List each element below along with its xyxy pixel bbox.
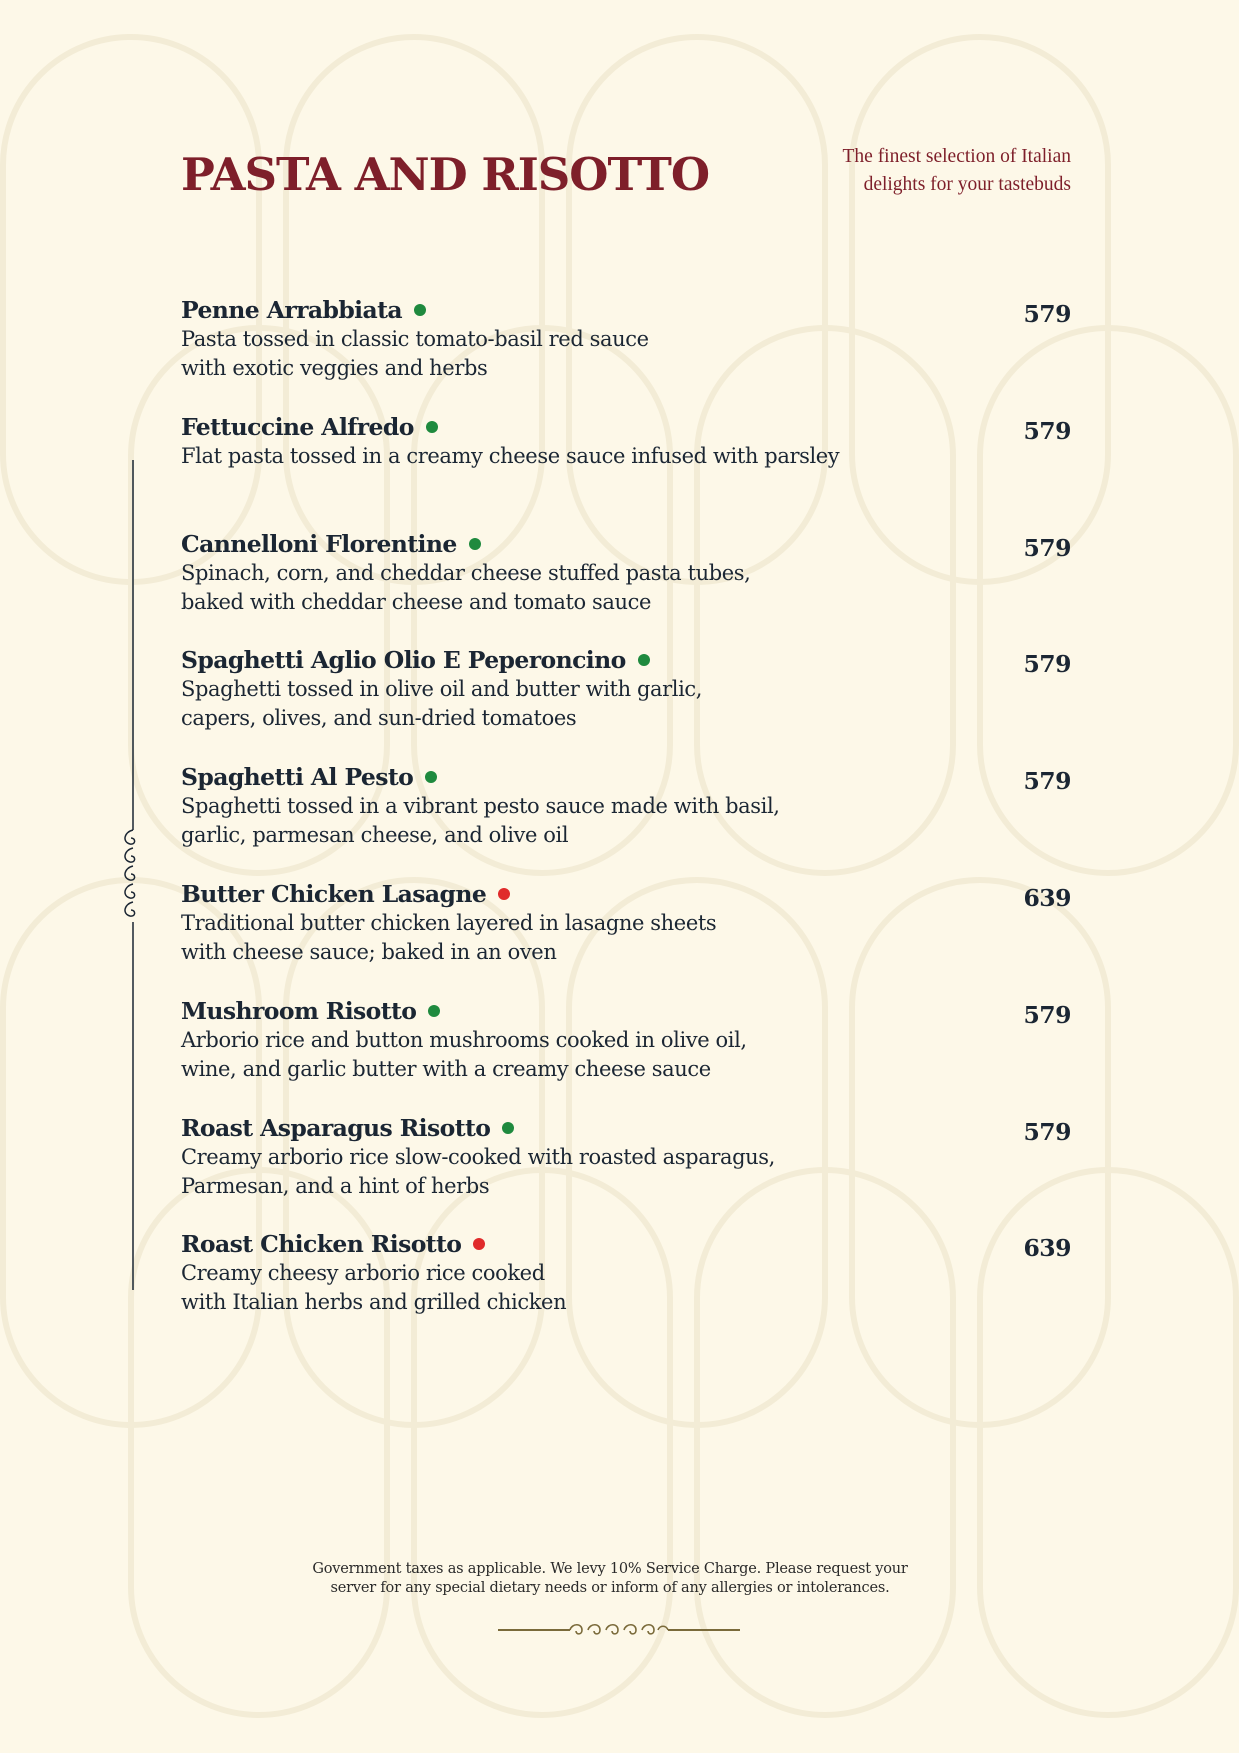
description-line: capers, olives, and sun-dried tomatoes bbox=[181, 706, 577, 731]
menu-item bbox=[181, 295, 1071, 412]
item-description bbox=[181, 792, 1071, 850]
subtitle-line: The finest selection of Italian bbox=[842, 146, 1071, 167]
item-price: 579 bbox=[1023, 1000, 1071, 1029]
menu-item-header bbox=[181, 996, 1071, 1026]
item-name: Cannelloni Florentine bbox=[181, 529, 457, 558]
non-veg-indicator-icon bbox=[473, 1238, 485, 1250]
item-description bbox=[181, 559, 1071, 617]
veg-indicator-icon bbox=[425, 771, 437, 783]
description-line: baked with cheddar cheese and tomato sauce bbox=[181, 589, 652, 614]
veg-indicator-icon bbox=[502, 1122, 514, 1134]
description-line: with exotic veggies and herbs bbox=[181, 356, 488, 380]
menu-item-header bbox=[181, 412, 1071, 442]
item-price: 579 bbox=[1023, 416, 1071, 445]
description-line: Pasta tossed in classic tomato-basil red sauce bbox=[181, 327, 649, 351]
menu-item bbox=[181, 1113, 1071, 1230]
veg-indicator-icon bbox=[469, 538, 481, 550]
item-price: 579 bbox=[1023, 767, 1071, 796]
item-price: 579 bbox=[1023, 300, 1071, 328]
veg-indicator-icon bbox=[428, 1005, 440, 1017]
description-line: Arborio rice and button mushrooms cooked in olive oil, bbox=[181, 1027, 747, 1052]
description-line: Creamy arborio rice slow-cooked with roasted asparagus, bbox=[181, 1144, 775, 1169]
item-name: Penne Arrabbiata bbox=[181, 296, 403, 324]
item-price: 639 bbox=[1023, 883, 1071, 912]
item-description bbox=[181, 325, 1071, 383]
page-title: PASTA AND RISOTTO bbox=[181, 148, 710, 201]
item-description bbox=[181, 675, 1071, 733]
description-line: wine, and garlic butter with a creamy cheese sauce bbox=[181, 1056, 711, 1081]
item-name: Spaghetti Al Pesto bbox=[181, 763, 414, 792]
menu-item bbox=[181, 1229, 1071, 1346]
item-description bbox=[181, 909, 1071, 967]
menu-item bbox=[181, 996, 1071, 1113]
item-name: Roast Asparagus Risotto bbox=[181, 1113, 491, 1142]
page-subtitle bbox=[771, 143, 1071, 199]
item-price: 579 bbox=[1023, 533, 1071, 562]
item-description bbox=[181, 1143, 1071, 1201]
non-veg-indicator-icon bbox=[498, 888, 510, 900]
description-line: Traditional butter chicken layered in lasagne sheets bbox=[181, 910, 717, 935]
menu-item bbox=[181, 529, 1071, 646]
item-name: Mushroom Risotto bbox=[181, 996, 417, 1025]
description-line: Flat pasta tossed in a creamy cheese sauce infused with parsley bbox=[181, 443, 840, 468]
menu-item-header bbox=[181, 529, 1071, 559]
menu-item-header bbox=[181, 295, 1071, 325]
footer-line: server for any special dietary needs or inform of any allergies or intolerances. bbox=[330, 1580, 890, 1596]
description-line: garlic, parmesan cheese, and olive oil bbox=[181, 823, 569, 848]
footer-flourish-ornament bbox=[498, 1620, 740, 1640]
menu-item bbox=[181, 412, 1071, 529]
menu-item-header bbox=[181, 762, 1071, 792]
description-line: Spaghetti tossed in a vibrant pesto sauce made with basil, bbox=[181, 794, 780, 819]
item-price: 639 bbox=[1023, 1234, 1071, 1263]
item-description bbox=[181, 1259, 1071, 1317]
description-line: with cheese sauce; baked in an oven bbox=[181, 939, 557, 964]
item-price: 579 bbox=[1023, 1117, 1071, 1146]
side-scroll-ornament bbox=[114, 460, 144, 1290]
veg-indicator-icon bbox=[638, 654, 650, 666]
item-name: Fettuccine Alfredo bbox=[181, 412, 414, 441]
item-name: Spaghetti Aglio Olio E Peperoncino bbox=[181, 646, 626, 675]
item-name: Butter Chicken Lasagne bbox=[181, 879, 487, 908]
item-name: Roast Chicken Risotto bbox=[181, 1230, 462, 1259]
item-price: 579 bbox=[1023, 650, 1071, 679]
footer-line: Government taxes as applicable. We levy 10% Service Charge. Please request your bbox=[312, 1561, 908, 1577]
menu-item bbox=[181, 879, 1071, 996]
subtitle-line: delights for your tastebuds bbox=[863, 174, 1071, 195]
footer-note bbox=[250, 1560, 970, 1598]
item-description bbox=[181, 1026, 1071, 1084]
menu-item-header bbox=[181, 1113, 1071, 1143]
veg-indicator-icon bbox=[414, 304, 426, 316]
description-line: with Italian herbs and grilled chicken bbox=[181, 1290, 567, 1315]
description-line: Creamy cheesy arborio rice cooked bbox=[181, 1261, 545, 1286]
menu-list bbox=[181, 295, 1071, 1346]
menu-item bbox=[181, 645, 1071, 762]
menu-item-header bbox=[181, 645, 1071, 675]
item-description bbox=[181, 442, 1071, 471]
menu-item-header bbox=[181, 1229, 1071, 1259]
menu-item-header bbox=[181, 879, 1071, 909]
description-line: Parmesan, and a hint of herbs bbox=[181, 1173, 490, 1198]
veg-indicator-icon bbox=[426, 421, 438, 433]
description-line: Spaghetti tossed in olive oil and butter with garlic, bbox=[181, 677, 703, 702]
description-line: Spinach, corn, and cheddar cheese stuffed pasta tubes, bbox=[181, 560, 751, 585]
menu-item bbox=[181, 762, 1071, 879]
